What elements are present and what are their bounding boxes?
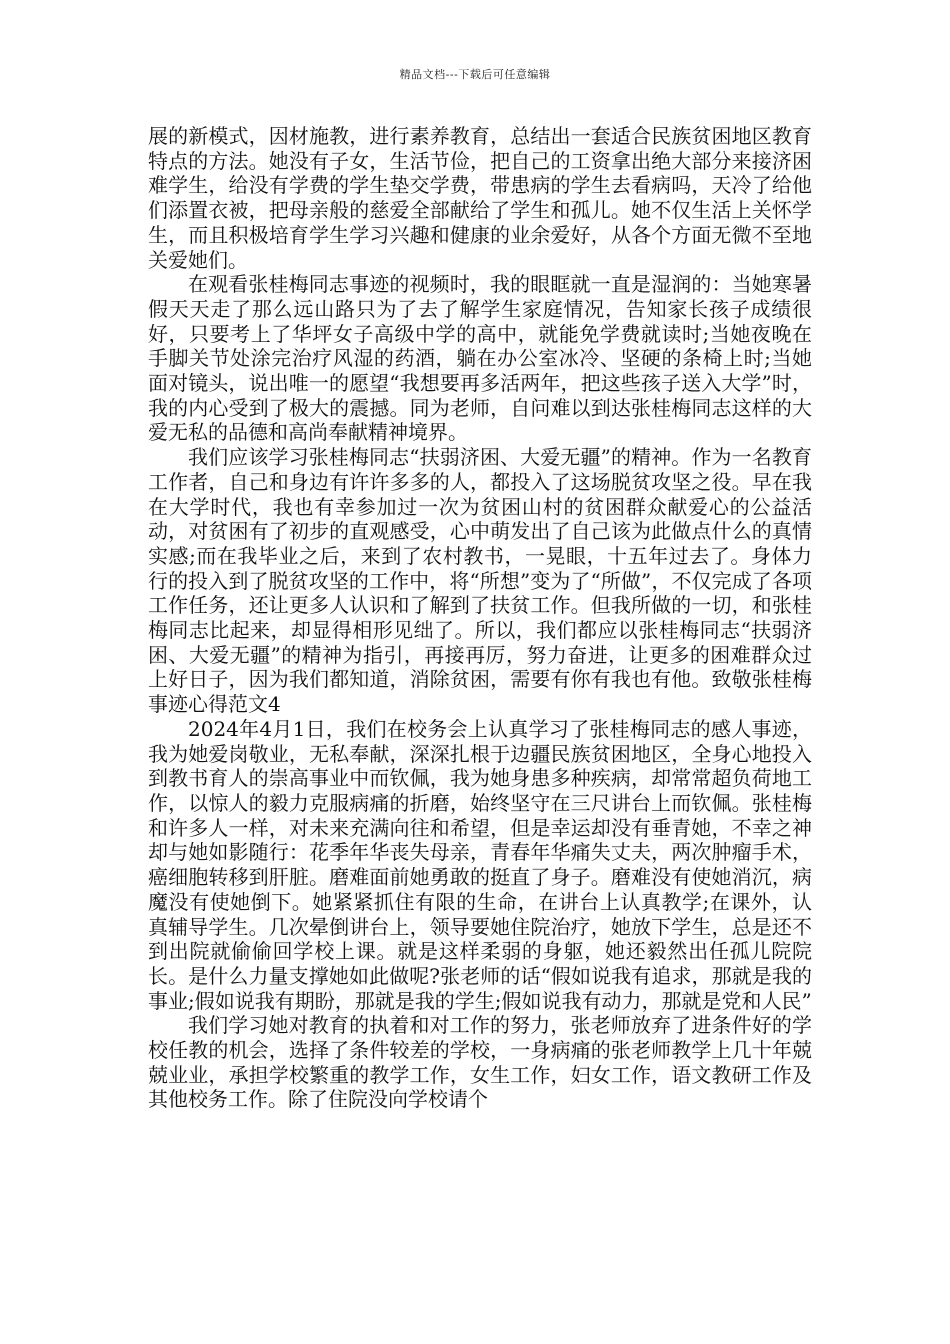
paragraph-5: 我们学习她对教育的执着和对工作的努力，张老师放弃了进条件好的学校任教的机会，选择了条件较差的学校，一身病痛的张老师教学上几十年兢兢业业，承担学校繁重的教学工作，女生工作，妇女工作，语文教研工作及其他校务工作。除了住院没向学校请个 bbox=[148, 1013, 812, 1112]
paragraph-4: 2024年4月1日，我们在校务会上认真学习了张桂梅同志的感人事迹，我为她爱岗敬业，无私奉献，深深扎根于边疆民族贫困地区，全身心地投入到教书育人的崇高事业中而钦佩，我为她身患多种疾病，却常常超负荷地工作，以惊人的毅力克服病痛的折磨，始终坚守在三尺讲台上而钦佩。张桂梅和许多人一样，对未来充满向往和希望，但是幸运却没有垂青她，不幸之神却与她如影随行：花季年华丧失母亲，青春年华痛失丈夫，两次肿瘤手术，癌细胞转移到肝脏。磨难面前她勇敢的挺直了身子。磨难没有使她消沉，病魔没有使她倒下。她紧紧抓住有限的生命，在讲台上认真教学;在课外，认真辅导学生。几次晕倒讲台上，领导要她住院治疗，她放下学生，总是还不到出院就偷偷回学校上课。就是这样柔弱的身躯，她还毅然出任孤儿院院长。是什么力量支撑她如此做呢?张老师的话“假如说我有追求，那就是我的事业;假如说我有期盼，那就是我的学生;假如说我有动力，那就是党和人民” bbox=[148, 716, 812, 1013]
paragraph-3: 我们应该学习张桂梅同志“扶弱济困、大爱无疆”的精神。作为一名教育工作者，自己和身边有许许多多的人，都投入了这场脱贫攻坚之役。早在我在大学时代，我也有幸参加过一次为贫困山村的贫困群众献爱心的公益活动，对贫困有了初步的直观感受，心中萌发出了自己该为此做点什么的真情实感;而在我毕业之后，来到了农村教书，一晃眼，十五年过去了。身体力行的投入到了脱贫攻坚的工作中，将“所想”变为了“所做”，不仅完成了各项工作任务，还让更多人认识和了解到了扶贫工作。但我所做的一切，和张桂梅同志比起来，却显得相形见绌了。所以，我们都应以张桂梅同志“扶弱济困、大爱无疆”的精神为指引，再接再厉，努力奋进，让更多的困难群众过上好日子，因为我们都知道，消除贫困，需要有你有我也有他。致敬张桂梅事迹心得范文4 bbox=[148, 445, 812, 717]
document-body bbox=[148, 124, 812, 1112]
paragraph-1: 展的新模式，因材施教，进行素养教育，总结出一套适合民族贫困地区教育特点的方法。她没有子女，生活节俭，把自己的工资拿出绝大部分来接济困难学生，给没有学费的学生垫交学费，带患病的学生去看病吗，天冷了给他们添置衣被，把母亲般的慈爱全部献给了学生和孤儿。她不仅生活上关怀学生，而且积极培育学生学习兴趣和健康的业余爱好，从各个方面无微不至地关爱她们。 bbox=[148, 124, 812, 272]
page-header: 精品文档---下载后可任意编辑 bbox=[399, 68, 551, 81]
paragraph-2: 在观看张桂梅同志事迹的视频时，我的眼眶就一直是湿润的：当她寒暑假天天走了那么远山路只为了去了解学生家庭情况，告知家长孩子成绩很好，只要考上了华坪女子高级中学的高中，就能免学费就读时;当她夜晚在手脚关节处涂完治疗风湿的药酒，躺在办公室冰冷、坚硬的条椅上时;当她面对镜头，说出唯一的愿望“我想要再多活两年，把这些孩子送入大学”时，我的内心受到了极大的震撼。同为老师，自问难以到达张桂梅同志这样的大爱无私的品德和高尚奉献精神境界。 bbox=[148, 272, 812, 445]
